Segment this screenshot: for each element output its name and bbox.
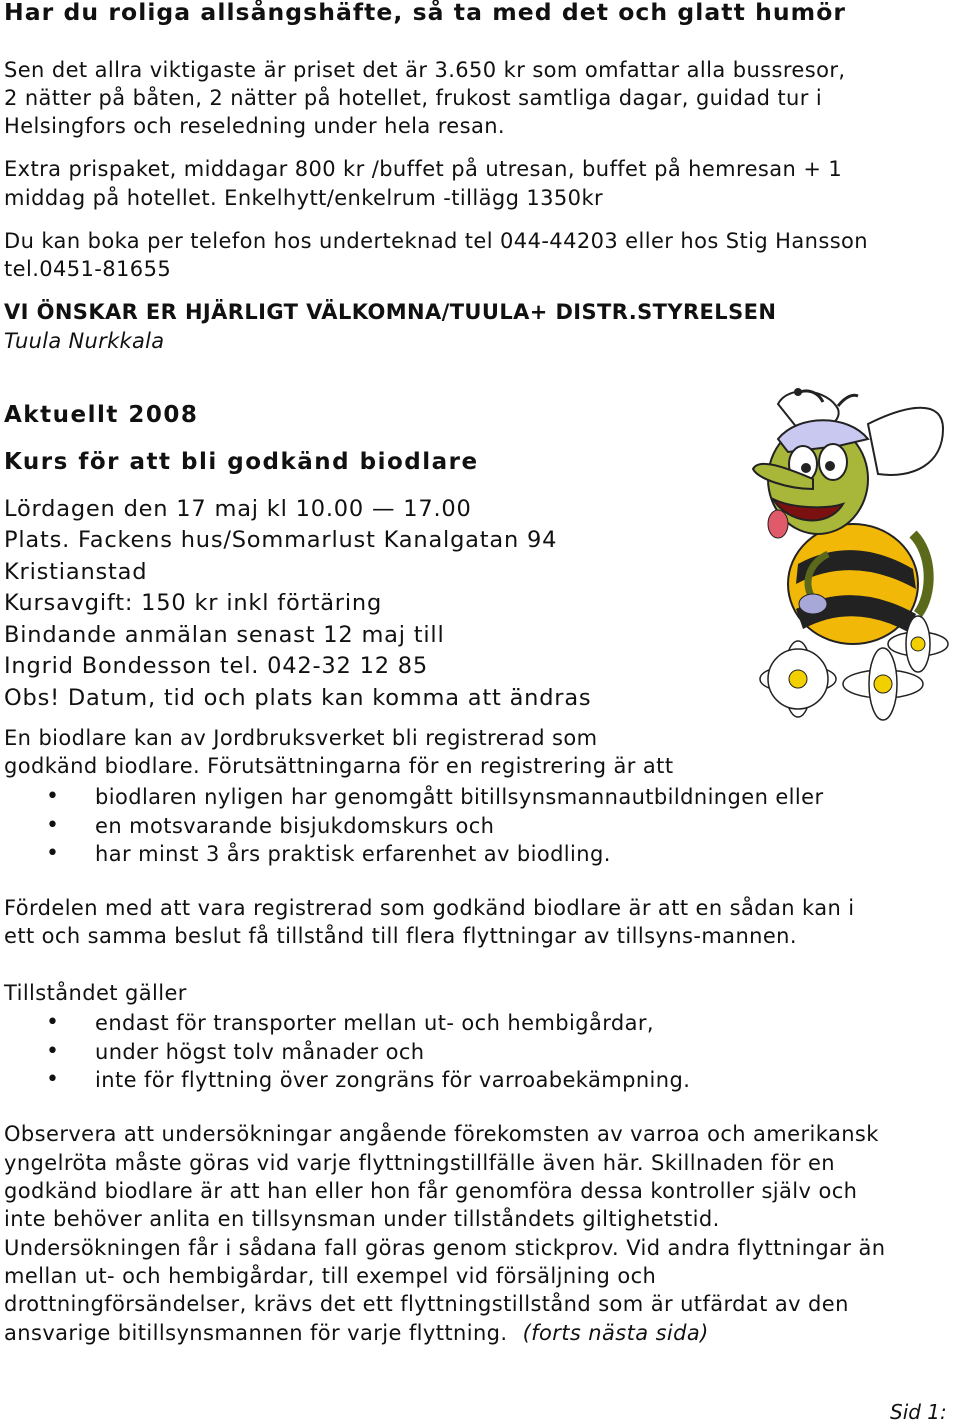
page-number: Sid 1: xyxy=(890,1400,947,1424)
text-line: Helsingfors och reseledning under hela resan. xyxy=(4,114,505,138)
text-line: ett och samma beslut få tillstånd till flera flyttningar av tillsyns-mannen. xyxy=(4,924,797,948)
text-line: Extra prispaket, middagar 800 kr /buffet på utresan, buffet på hemresan + 1 xyxy=(4,157,843,181)
text-line: Observera att undersökningar angående förekomsten av varroa och amerikansk xyxy=(4,1122,879,1146)
permit-intro: Tillståndet gäller xyxy=(4,981,187,1005)
list-item: • under högst tolv månader och xyxy=(0,1038,690,1067)
list-item: • har minst 3 års praktisk erfarenhet av biodling. xyxy=(0,840,824,869)
text-line: inte behöver anlita en tillsynsman under tillståndets giltighetstid. xyxy=(4,1207,720,1231)
text-line: mellan ut- och hembigårdar, till exempel vid försäljning och xyxy=(4,1264,657,1288)
list-item: • endast för transporter mellan ut- och hembigårdar, xyxy=(0,1009,690,1038)
signature: Tuula Nurkkala xyxy=(4,329,165,353)
course-date: Lördagen den 17 maj kl 10.00 — 17.00 xyxy=(4,496,472,522)
course-signup: Bindande anmälan senast 12 maj till xyxy=(4,622,445,648)
list-item: • en motsvarande bisjukdomskurs och xyxy=(0,812,824,841)
course-city: Kristianstad xyxy=(4,559,148,585)
text-line: godkänd biodlare är att han eller hon får genomföra dessa kontroller själv och xyxy=(4,1179,858,1203)
course-contact: Ingrid Bondesson tel. 042-32 12 85 xyxy=(4,653,429,679)
bee-cartoon-illustration xyxy=(718,384,958,736)
last-line-text: ansvarige bitillsynsmannen för varje flyttning. xyxy=(4,1321,508,1345)
list-item: • biodlaren nyligen har genomgått bitillsynsmannautbildningen eller xyxy=(0,783,824,812)
welcome-line: VI ÖNSKAR ER HJÄRLIGT VÄLKOMNA/TUULA+ DISTR.STYRELSEN xyxy=(4,300,777,324)
permit-list xyxy=(0,1009,690,1095)
course-fee: Kursavgift: 150 kr inkl förtäring xyxy=(4,590,383,616)
text-line xyxy=(4,1321,709,1345)
registration-conditions-list xyxy=(0,783,824,869)
continued-note: (forts nästa sida) xyxy=(522,1321,709,1345)
course-note: Obs! Datum, tid och plats kan komma att ändras xyxy=(4,685,592,711)
list-item: • inte för flyttning över zongräns för varroabekämpning. xyxy=(0,1066,690,1095)
text-line: yngelröta måste göras vid varje flyttningstillfälle även här. Skillnaden för en xyxy=(4,1151,835,1175)
text-line: drottningförsändelser, krävs det ett flyttningstillstånd som är utfärdat av den xyxy=(4,1292,849,1316)
text-line: 2 nätter på båten, 2 nätter på hotellet, frukost samtliga dagar, guidad tur i xyxy=(4,86,823,110)
text-line: Sen det allra viktigaste är priset det är 3.650 kr som omfattar alla bussresor, xyxy=(4,58,846,82)
text-line: godkänd biodlare. Förutsättningarna för en registrering är att xyxy=(4,754,674,778)
text-line: Du kan boka per telefon hos underteknad tel 044-44203 eller hos Stig Hansson xyxy=(4,229,868,253)
text-line: Undersökningen får i sådana fall göras genom stickprov. Vid andra flyttningar än xyxy=(4,1236,886,1260)
text-line: En biodlare kan av Jordbruksverket bli registrerad som xyxy=(4,726,598,750)
course-place: Plats. Fackens hus/Sommarlust Kanalgatan 94 xyxy=(4,527,558,553)
page-heading: Har du roliga allsångshäfte, så ta med det och glatt humör xyxy=(4,0,847,26)
text-line: tel.0451-81655 xyxy=(4,257,172,281)
text-line: Fördelen med att vara registrerad som godkänd biodlare är att en sådan kan i xyxy=(4,896,855,920)
course-title: Kurs för att bli godkänd biodlare xyxy=(4,449,479,475)
text-line: middag på hotellet. Enkelhytt/enkelrum -tillägg 1350kr xyxy=(4,186,604,210)
section-title: Aktuellt 2008 xyxy=(4,402,199,428)
